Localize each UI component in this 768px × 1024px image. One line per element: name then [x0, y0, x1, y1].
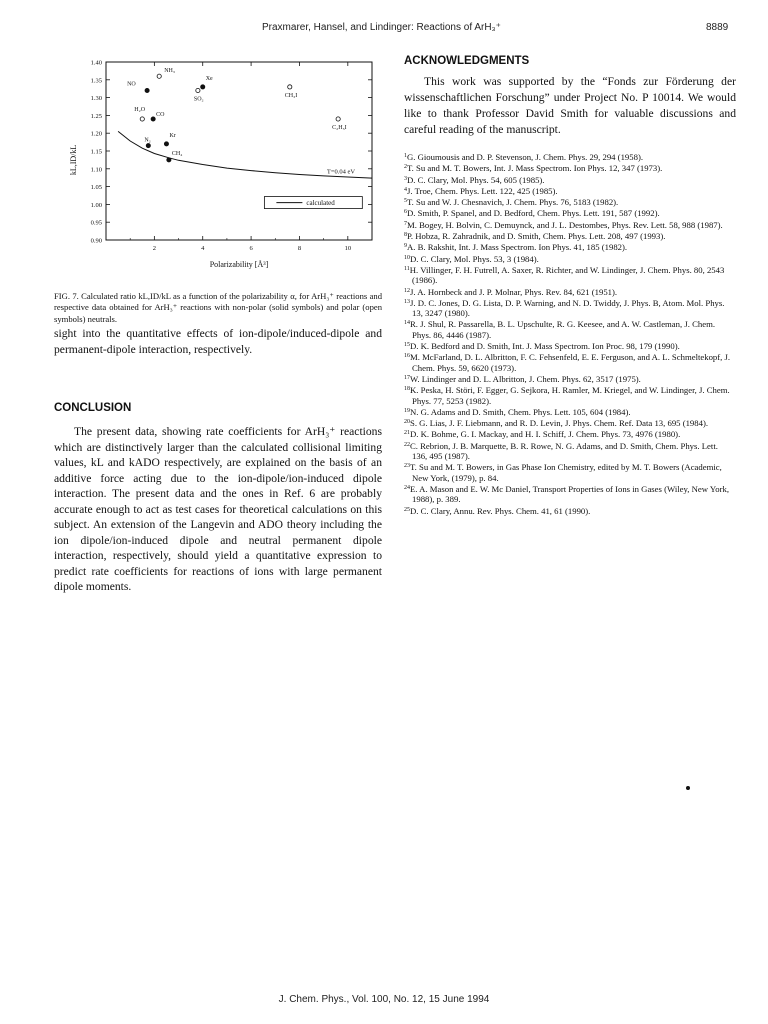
y-tick-label: 1.15 — [90, 148, 102, 156]
reference-number: 2 — [404, 164, 407, 171]
y-tick-label: 1.30 — [90, 95, 102, 103]
reference-item — [404, 384, 734, 406]
reference-text: S. G. Lias, J. F. Liebmann, and R. D. Levin, J. Phys. Chem. Ref. Data 13, 695 (1984). — [410, 418, 709, 429]
reference-item — [404, 461, 734, 483]
reference-text: D. C. Clary, Mol. Phys. 54, 605 (1985). — [407, 174, 545, 185]
reference-text: J. A. Hornbeck and J. P. Molnar, Phys. Rev. 84, 621 (1951). — [410, 286, 618, 297]
reference-list — [404, 151, 734, 516]
reference-text: P. Hobza, R. Zahradnik, and D. Smith, Chem. Phys. Lett. 208, 497 (1993). — [407, 231, 666, 242]
reference-number: 6 — [404, 209, 407, 216]
stray-mark — [686, 786, 690, 790]
temperature-annotation: T=0.04 eV — [326, 168, 356, 176]
reference-number: 8 — [404, 232, 407, 239]
reference-text: R. J. Shul, R. Passarella, B. L. Upschulte, R. G. Keesee, and A. W. Castleman, J. Chem. Phys. 86, 4446 (1987). — [410, 319, 715, 340]
reference-number: 10 — [404, 254, 410, 261]
point-label: NO — [127, 81, 136, 88]
reference-number: 22 — [404, 441, 410, 448]
y-tick-label: 1.20 — [90, 130, 102, 138]
reference-text: M. Bogey, H. Bolvin, C. Demuynck, and J. L. Destombes, Phys. Rev. Lett. 58, 988 (1987). — [407, 219, 723, 230]
reference-text: H. Villinger, F. H. Futrell, A. Saxer, R. Richter, and W. Lindinger, J. Chem. Phys. 80, 2543 (1986). — [409, 264, 725, 286]
data-point — [196, 88, 200, 92]
reference-text: K. Peska, H. Störi, F. Egger, G. Sejkora, H. Ramler, M. Kriegel, and W. Lindinger, J. Chem. Phys. 77, 5253 (1982). — [410, 385, 730, 406]
x-tick-label: 8 — [297, 245, 302, 252]
reference-number: 21 — [404, 430, 410, 437]
reference-number: 3 — [404, 175, 407, 182]
reference-item — [404, 297, 734, 319]
reference-item — [404, 196, 734, 207]
journal-footer: J. Chem. Phys., Vol. 100, No. 12, 15 June 1994 — [278, 994, 490, 1005]
y-tick-label: 1.00 — [90, 201, 102, 209]
y-tick-label: 1.25 — [90, 112, 102, 120]
reference-text: T. Su and W. J. Chesnavich, J. Chem. Phys. 76, 5183 (1982). — [407, 197, 619, 208]
acknowledgments-heading: ACKNOWLEDGMENTS — [404, 55, 530, 67]
reference-number: 19 — [404, 407, 410, 414]
y-tick-label: 0.95 — [90, 219, 102, 227]
reference-text: D. C. Clary, Mol. Phys. 53, 3 (1984). — [410, 253, 539, 264]
reference-item — [404, 505, 734, 516]
reference-item — [404, 428, 734, 439]
reference-number: 5 — [404, 198, 407, 205]
caption-text: Calculated ratio kL,ID/kL as a function of the polarizability α, for ArH₃⁺ reactions and respective data obtained for ArH₃⁺ reactions with non-polar (solid symbols) and polar (open symbols) neutrals. — [54, 291, 382, 324]
y-tick-label: 1.05 — [90, 184, 102, 192]
reference-number: 11 — [404, 265, 410, 272]
reference-number: 4 — [404, 186, 407, 193]
reference-number: 12 — [404, 287, 410, 294]
data-point — [167, 158, 171, 162]
reference-number: 18 — [404, 386, 410, 393]
reference-text: W. Lindinger and D. L. Albritton, J. Chem. Phys. 62, 3517 (1975). — [410, 373, 641, 384]
reference-number: 17 — [404, 374, 410, 381]
x-tick-label: 10 — [344, 245, 352, 252]
x-tick-label: 4 — [201, 245, 205, 252]
reference-number: 15 — [404, 342, 410, 349]
reference-number: 1 — [404, 153, 407, 159]
reference-text: T. Su and M. T. Bowers, in Gas Phase Ion Chemistry, edited by M. T. Bowers (Academic, New York, (1979), p. 84. — [410, 462, 722, 483]
reference-text: C. Rebrion, J. B. Marquette, B. R. Rowe, N. G. Adams, and D. Smith, Chem. Phys. Lett. 136, 495 (1987). — [410, 440, 718, 462]
reference-text: D. Smith, P. Spanel, and D. Bedford, Chem. Phys. Lett. 191, 587 (1992). — [407, 208, 660, 219]
reference-item — [404, 207, 734, 218]
reference-text: M. McFarland, D. L. Albritton, F. C. Fehsenfeld, E. E. Ferguson, and A. L. Schmeltekopf, J. Chem. Phys. 59, 6620 (1973). — [410, 352, 731, 373]
reference-item — [404, 241, 734, 252]
x-tick-label: 2 — [152, 245, 156, 252]
point-label: SO₂ — [193, 96, 204, 103]
data-point — [157, 74, 161, 78]
data-point — [145, 88, 149, 92]
page-number: 8889 — [706, 22, 729, 33]
data-point — [151, 117, 155, 121]
reference-item — [404, 318, 734, 340]
point-label: Kr — [169, 132, 176, 139]
reference-text: D. C. Clary, Annu. Rev. Phys. Chem. 41, 61 (1990). — [410, 505, 591, 516]
reference-item — [404, 219, 734, 230]
reference-item — [404, 340, 734, 351]
reference-number: 9 — [404, 243, 407, 250]
reference-item — [404, 174, 734, 185]
reference-number: 20 — [404, 419, 410, 426]
reference-item — [404, 373, 734, 384]
reference-item — [404, 286, 734, 297]
reference-item — [404, 151, 734, 162]
reference-item — [404, 264, 734, 286]
legend-label: calculated — [306, 199, 335, 208]
point-label: Xe — [205, 75, 213, 82]
reference-number: 24 — [404, 484, 410, 491]
point-label: CO — [156, 111, 165, 118]
running-title: Praxmarer, Hansel, and Lindinger: Reactions of ArH₃⁺ — [262, 22, 501, 33]
reference-text: J. D. C. Jones, D. G. Lista, D. P. Warning, and N. D. Twiddy, J. Phys. B, Atom. Mol. Phys. 13, 3247 (1980). — [410, 297, 725, 319]
reference-number: 13 — [404, 298, 410, 305]
reference-item — [404, 440, 734, 462]
reference-number: 14 — [404, 320, 410, 327]
reference-number: 23 — [404, 463, 410, 470]
reference-item — [404, 483, 734, 505]
y-tick-label: 1.35 — [90, 77, 102, 85]
reference-text: A. B. Rakshit, Int. J. Mass Spectrom. Ion Phys. 41, 185 (1982). — [407, 242, 628, 253]
data-point — [146, 144, 150, 148]
figure-7-chart — [54, 52, 384, 282]
reference-number: 25 — [404, 506, 410, 513]
data-point — [201, 85, 205, 89]
point-label: N₂ — [144, 137, 151, 144]
y-tick-label: 0.90 — [90, 237, 102, 245]
reference-number: 7 — [404, 220, 407, 227]
y-tick-label: 1.10 — [90, 166, 102, 174]
reference-text: T. Su and M. T. Bowers, Int. J. Mass Spectrom. Ion Phys. 12, 347 (1973). — [407, 163, 663, 174]
point-label: NH₃ — [164, 68, 175, 75]
data-point — [288, 85, 292, 89]
reference-item — [404, 230, 734, 241]
y-tick-label: 1.40 — [90, 59, 102, 67]
data-point — [164, 142, 168, 146]
x-tick-label: 6 — [249, 245, 253, 252]
reference-item — [404, 351, 734, 373]
point-label: CH₄ — [171, 150, 183, 157]
x-axis-label: Polarizability [Å³] — [209, 260, 269, 269]
figure-caption — [54, 291, 382, 325]
reference-item — [404, 162, 734, 173]
reference-text: D. K. Bedford and D. Smith, Int. J. Mass Spectrom. Ion Proc. 98, 179 (1990). — [410, 341, 680, 352]
point-label: C₂H₅I — [332, 124, 347, 131]
data-point — [336, 117, 340, 121]
data-point — [140, 117, 144, 121]
reference-text: N. G. Adams and D. Smith, Chem. Phys. Lett. 105, 604 (1984). — [410, 406, 631, 417]
y-axis-label: kL,ID/kL — [69, 144, 78, 176]
point-label: CH₃I — [284, 92, 298, 99]
paragraph-continued: sight into the quantitative effects of ion-dipole/induced-dipole and permanent-dipole interaction, respectively. — [54, 327, 382, 356]
conclusion-paragraph: The present data, showing rate coefficients for ArH₃⁺ reactions which are distinctively larger than the calculated collisional limiting values, kL and kADO respectively, are explained on the basis of an additive force acting due to the ion-dipole/ion-induced dipole interaction. The present data and the ones in Ref. 6 are probably accurate enough to act as test cases for theoretical calculations on this subject. An extension of the Langevin and ADO theory including the ion dipole/ion-induced dipole and neutral permanent dipole interaction, respectively, should yield a quantitative expression to predict rate coefficients for reactions of ions with large permanent dipole moments. — [54, 425, 382, 593]
reference-text: J. Troe, Chem. Phys. Lett. 122, 425 (1985). — [407, 185, 558, 196]
reference-item — [404, 185, 734, 196]
reference-item — [404, 417, 734, 428]
reference-number: 16 — [404, 353, 410, 360]
reference-text: D. K. Bohme, G. I. Mackay, and H. I. Schiff, J. Chem. Phys. 73, 4976 (1980). — [410, 429, 681, 440]
reference-text: G. Gioumousis and D. P. Stevenson, J. Chem. Phys. 29, 294 (1958). — [407, 152, 644, 162]
reference-item — [404, 253, 734, 264]
reference-text: E. A. Mason and E. W. Mc Daniel, Transport Properties of Ions in Gases (Wiley, New York, 1988), p. 389. — [410, 483, 730, 505]
reference-item — [404, 406, 734, 417]
acknowledgments-paragraph: This work was supported by the “Fonds zur Förderung der wissenschaftlichen Forschung” under Project No. P 10014. We would like to thank Professor David Smith for valuable discussions and careful reading of the manuscript. — [404, 75, 736, 136]
caption-label: FIG. 7. — [54, 291, 79, 301]
point-label: H₂O — [134, 106, 146, 113]
conclusion-heading: CONCLUSION — [54, 402, 132, 414]
